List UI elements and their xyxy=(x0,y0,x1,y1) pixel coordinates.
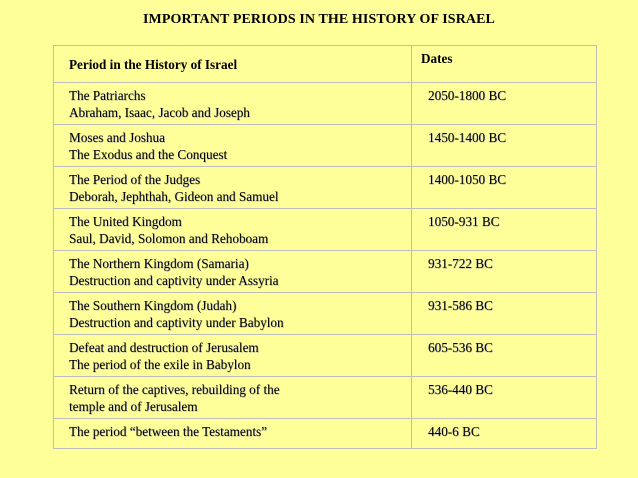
dates-cell: 931-586 BC xyxy=(412,293,597,335)
period-detail: Abraham, Isaac, Jacob and Joseph xyxy=(69,104,250,120)
period-detail: Deborah, Jephthah, Gideon and Samuel xyxy=(69,188,279,204)
period-detail: temple and of Jerusalem xyxy=(69,398,198,414)
dates-cell: 931-722 BC xyxy=(412,251,597,293)
period-detail: The period of the exile in Babylon xyxy=(69,356,251,372)
period-cell xyxy=(54,83,412,125)
period-name: Moses and Joshua xyxy=(69,130,165,145)
period-detail: The Exodus and the Conquest xyxy=(69,146,228,162)
table-row xyxy=(54,377,597,419)
period-name: The Period of the Judges xyxy=(69,172,201,187)
dates-cell: 1400-1050 BC xyxy=(412,167,597,209)
table-row xyxy=(54,167,597,209)
period-name: The period “between the Testaments” xyxy=(69,424,268,439)
period-cell xyxy=(54,335,412,377)
table-header-row xyxy=(54,46,597,83)
table-row xyxy=(54,83,597,125)
period-cell xyxy=(54,377,412,419)
period-cell xyxy=(54,209,412,251)
column-header-period: Period in the History of Israel xyxy=(54,46,412,83)
table-row xyxy=(54,125,597,167)
period-cell xyxy=(54,293,412,335)
table-row xyxy=(54,419,597,449)
period-name: Return of the captives, rebuilding of the xyxy=(69,382,280,397)
period-name: The Patriarchs xyxy=(69,88,146,103)
period-cell xyxy=(54,251,412,293)
dates-cell: 605-536 BC xyxy=(412,335,597,377)
table-row xyxy=(54,251,597,293)
dates-cell: 1450-1400 BC xyxy=(412,125,597,167)
period-name: The United Kingdom xyxy=(69,214,182,229)
period-detail: Destruction and captivity under Babylon xyxy=(69,314,284,330)
table-row xyxy=(54,293,597,335)
history-table-container xyxy=(53,45,596,449)
period-name: The Northern Kingdom (Samaria) xyxy=(69,256,249,271)
period-cell xyxy=(54,125,412,167)
page-title: IMPORTANT PERIODS IN THE HISTORY OF ISRAEL xyxy=(143,12,495,27)
dates-cell: 440-6 BC xyxy=(412,419,597,449)
table-row xyxy=(54,335,597,377)
dates-cell: 2050-1800 BC xyxy=(412,83,597,125)
dates-cell: 536-440 BC xyxy=(412,377,597,419)
period-name: Defeat and destruction of Jerusalem xyxy=(69,340,259,355)
period-cell xyxy=(54,167,412,209)
period-detail: Saul, David, Solomon and Rehoboam xyxy=(69,230,269,246)
period-name: The Southern Kingdom (Judah) xyxy=(69,298,237,313)
history-periods-table xyxy=(53,45,597,449)
period-detail: Destruction and captivity under Assyria xyxy=(69,272,279,288)
column-header-dates: Dates xyxy=(412,46,597,83)
table-row xyxy=(54,209,597,251)
period-cell xyxy=(54,419,412,449)
dates-cell: 1050-931 BC xyxy=(412,209,597,251)
